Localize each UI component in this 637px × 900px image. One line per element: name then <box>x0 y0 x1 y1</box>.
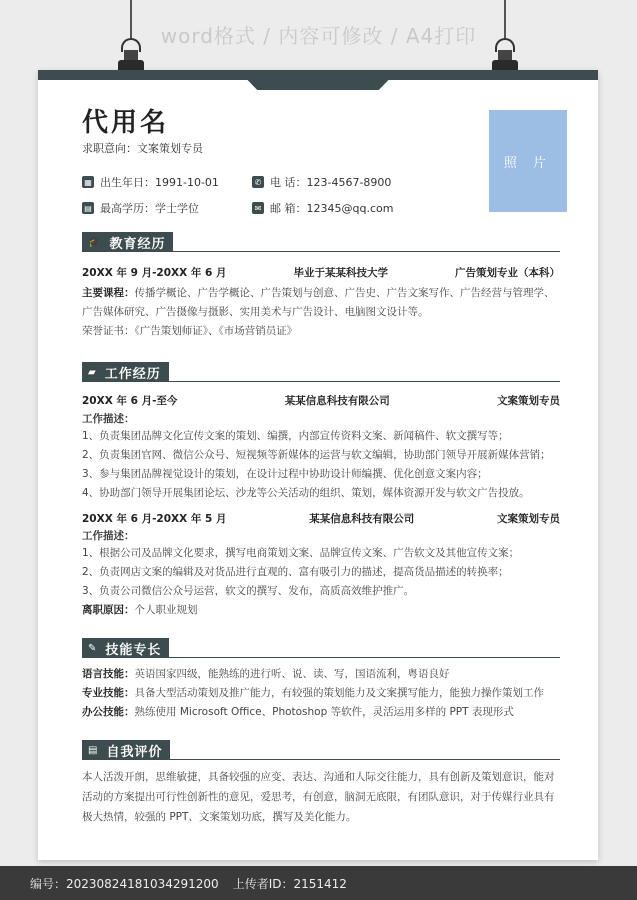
job-1-position: 文案策划专员 <box>497 395 560 407</box>
skills-section <box>82 638 560 718</box>
job-2-company: 某某信息科技有限公司 <box>309 513 415 525</box>
paper-top-tab <box>238 70 398 90</box>
education-summary-row <box>82 266 560 280</box>
email-icon: ✉ <box>252 202 264 214</box>
education-section <box>82 232 560 337</box>
job-2-item: 1、根据公司及品牌文化要求，撰写电商策划文案、品牌宣传文案、广告软文及其他宣传文案； <box>82 547 520 559</box>
skill-item <box>82 665 560 684</box>
job-2-position: 文案策划专员 <box>496 513 560 525</box>
skill-item <box>82 684 560 703</box>
pencil-icon: ✎ <box>88 642 98 654</box>
job-2-item: 3、负责公司微信公众号运营，软文的撰写、发布，高质高效维护推广。 <box>82 585 415 597</box>
job-1-item: 2、负责集团官网、微信公众号、短视频等新媒体的运营与软文编辑，协助部门领导开展新媒体营销； <box>82 449 551 461</box>
hanging-wire-right <box>504 0 506 40</box>
degree-text: 最高学历：学士学位 <box>100 202 199 215</box>
briefcase-icon: ▰ <box>88 366 97 378</box>
job-2-item: 2、负责网店文案的编辑及对货品进行直观的、富有吸引力的描述，提高货品描述的转换率； <box>82 566 509 578</box>
top-banner: word格式 / 内容可修改 / A4打印 <box>160 24 477 48</box>
skill-text: 熟练使用 Microsoft Office、Photoshop 等软件，灵活运用多样的 PPT 表现形式 <box>134 706 514 718</box>
job-1-item: 1、负责集团品牌文化宣传文案的策划、编撰，内部宣传资料文案、新闻稿件、软文撰写等； <box>82 430 509 442</box>
self-eval-text: 本人活泼开朗，思维敏捷，具备较强的应变、表达、沟通和人际交往能力，具有创新及策划意识，能对活动的方案提出可行性创新性的意见，爱思考，有创意，脑洞无底限，有团队意识，对于传媒行业具有极大热情，较强的 PPT、文案策划功底，撰写及美化能力。 <box>82 771 555 823</box>
self-eval-title: 自我评价 <box>106 744 163 760</box>
education-school: 毕业于某某科技大学 <box>293 267 388 279</box>
job-2-summary-row <box>82 512 560 526</box>
phone-icon: ✆ <box>252 176 264 188</box>
courses-label: 主要课程： <box>82 287 135 299</box>
calendar-icon: ▦ <box>82 176 94 188</box>
skill-label: 专业技能： <box>82 687 135 699</box>
job-2-period: 20XX 年 6 月-20XX 年 5 月 <box>82 513 227 525</box>
job-1-company: 某某信息科技有限公司 <box>284 395 390 407</box>
candidate-name: 代用名 <box>82 108 170 138</box>
work-title: 工作经历 <box>104 366 161 382</box>
footer-uploader: 上传者ID：2151412 <box>232 876 347 891</box>
self-eval-header <box>82 740 560 760</box>
document-icon: ▤ <box>88 744 99 756</box>
hanging-wire-left <box>130 0 132 40</box>
phone-text: 电 话：123-4567-8900 <box>270 176 392 189</box>
job-2-desc-label: 工作描述： <box>82 530 135 542</box>
graduation-cap-icon: 🎓 <box>88 236 102 248</box>
info-email <box>252 200 393 216</box>
skill-item <box>82 703 560 722</box>
education-courses <box>82 284 560 322</box>
leave-label: 离职原因： <box>82 604 135 616</box>
info-phone <box>252 174 391 190</box>
footer-code: 编号：20230824181034291200 <box>30 876 219 891</box>
education-period: 20XX 年 9 月-20XX 年 6 月 <box>82 267 227 279</box>
job-1-item: 3、参与集团品牌视觉设计的策划，在设计过程中协助设计师编撰、优化创意文案内容； <box>82 468 488 480</box>
email-text: 邮 箱：12345@qq.com <box>270 202 394 215</box>
degree-icon: ▤ <box>82 202 94 214</box>
info-birth <box>82 174 219 190</box>
job-intent: 求职意向：文案策划专员 <box>82 142 203 155</box>
leave-text: 个人职业规划 <box>134 604 198 616</box>
skill-label: 语言技能： <box>82 668 135 680</box>
education-honors: 荣誉证书：《广告策划师证》、《市场营销员证》 <box>82 325 298 337</box>
footer-bar <box>0 866 637 900</box>
birth-text: 出生年日：1991-10-01 <box>100 176 219 189</box>
work-section <box>82 362 560 616</box>
job-1-summary-row <box>82 394 560 408</box>
skill-text: 具备大型活动策划及推广能力，有较强的策划能力及文案撰写能力，能独力操作策划工作 <box>134 687 544 699</box>
education-title: 教育经历 <box>109 236 166 252</box>
skill-text: 英语国家四级，能熟练的进行听、说、读、写，国语流利，粤语良好 <box>134 668 450 680</box>
info-degree <box>82 200 199 216</box>
job-1-period: 20XX 年 6 月-至今 <box>82 395 178 407</box>
education-header <box>82 232 560 252</box>
skills-header <box>82 638 560 658</box>
skill-label: 办公技能： <box>82 706 135 718</box>
photo-placeholder[interactable]: 照 片 <box>489 110 567 212</box>
job-1-item: 4、协助部门领导开展集团论坛、沙龙等公关活动的组织、策划，媒体资源开发与软文广告投放。 <box>82 487 530 499</box>
resume-paper <box>38 70 598 860</box>
education-major: 广告策划专业（本科） <box>454 267 560 279</box>
work-header <box>82 362 560 382</box>
job-2-leave <box>82 601 560 620</box>
courses-text: 传播学概论、广告学概论、广告策划与创意、广告史、广告文案写作、广告经营与管理学、广告媒体研究、广告摄像与摄影、实用美术与广告设计、电脑图文设计等。 <box>82 287 555 318</box>
skills-title: 技能专长 <box>105 642 162 658</box>
self-eval-section <box>82 740 560 823</box>
job-1-desc-label: 工作描述： <box>82 413 135 425</box>
